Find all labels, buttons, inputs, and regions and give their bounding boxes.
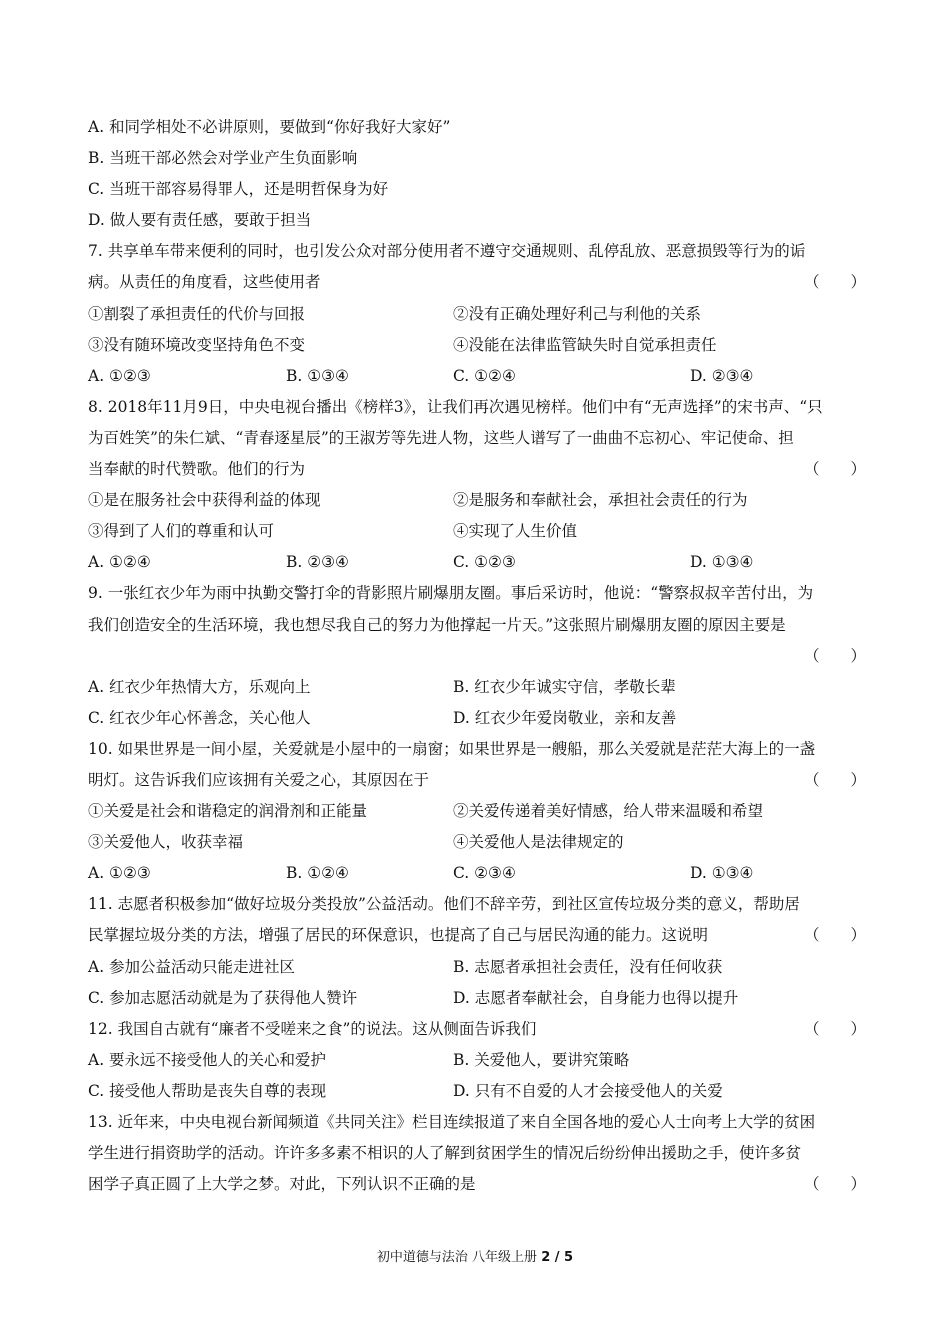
option-item: A. 参加公益活动只能走进社区 xyxy=(88,957,296,976)
text-line xyxy=(88,299,866,330)
text-line: A. 和同学相处不必讲原则，要做到“你好我好大家好” xyxy=(88,118,451,136)
text-line xyxy=(88,952,866,983)
option-item: ①是在服务社会中获得利益的体现 xyxy=(88,491,321,510)
text-line: 我们创造安全的生活环境，我也想尽我自己的努力为他撑起一片天。”这张照片刷爆朋友圈的原因主要是 xyxy=(88,615,786,634)
text-line xyxy=(88,1045,866,1076)
question-text: 当奉献的时代赞歌。他们的行为 xyxy=(88,460,306,479)
text-line xyxy=(88,1014,866,1045)
option-item: ①割裂了承担责任的代价与回报 xyxy=(88,304,306,323)
text-line: 13. 近年来，中央电视台新闻频道《共同关注》栏目连续报道了来自全国各地的爱心人士向考上大学的贫困 xyxy=(88,1113,816,1131)
text-line: C. 当班干部容易得罪人，还是明哲保身为好 xyxy=(88,180,389,199)
option-item: A. 红衣少年热情大方，乐观向上 xyxy=(88,677,311,696)
option-item: C. 红衣少年心怀善念，关心他人 xyxy=(88,708,311,727)
answer-choice: D. ①③④ xyxy=(690,864,754,883)
text-line: 9. 一张红衣少年为雨中执勤交警打伞的背影照片刷爆朋友圈。事后采访时，他说：“警察叔叔辛苦付出，为 xyxy=(88,584,814,603)
question-text: 困学子真正圆了上大学之梦。对此，下列认识不正确的是 xyxy=(88,1175,476,1194)
answer-blank: （ ） xyxy=(803,1019,866,1038)
answer-choice: A. ①②③ xyxy=(88,366,151,385)
option-item: ②是服务和奉献社会，承担社会责任的行为 xyxy=(453,491,748,510)
text-line: 学生进行捐资助学的活动。许许多多素不相识的人了解到贫困学生的情况后纷纷伸出援助之手，使许多贫 xyxy=(88,1144,802,1163)
text-line xyxy=(88,796,866,827)
option-item: C. 参加志愿活动就是为了获得他人赞许 xyxy=(88,988,358,1007)
text-line xyxy=(88,641,866,672)
answer-blank: （ ） xyxy=(803,1175,866,1194)
text-line xyxy=(88,547,866,578)
answer-blank: （ ） xyxy=(803,926,866,945)
text-line: 11. 志愿者积极参加“做好垃圾分类投放”公益活动。他们不辞辛劳，到社区宣传垃圾分类的意义，帮助居 xyxy=(88,895,800,914)
footer-label: 初中道德与法治 八年级上册 xyxy=(376,1250,538,1265)
text-line: 7. 共享单车带来便利的同时，也引发公众对部分使用者不遵守交通规则、乱停乱放、恶意损毁等行为的诟 xyxy=(88,242,806,261)
option-item: ③得到了人们的尊重和认可 xyxy=(88,522,275,541)
text-line xyxy=(88,485,866,516)
answer-choice: B. ①③④ xyxy=(286,366,349,385)
text-line xyxy=(88,827,866,858)
question-text: 民掌握垃圾分类的方法，增强了居民的环保意识，也提高了自己与居民沟通的能力。这说明 xyxy=(88,926,709,945)
option-item: B. 红衣少年诚实守信，孝敬长辈 xyxy=(453,677,676,696)
text-line xyxy=(88,858,866,889)
option-item: ②关爱传递着美好情感，给人带来温暖和希望 xyxy=(453,802,764,821)
text-line xyxy=(88,983,866,1014)
text-line: D. 做人要有责任感，要敢于担当 xyxy=(88,211,312,230)
option-item: B. 关爱他人，要讲究策略 xyxy=(453,1050,630,1069)
option-item: D. 志愿者奉献社会，自身能力也得以提升 xyxy=(453,988,739,1007)
answer-choice: B. ②③④ xyxy=(286,553,349,572)
page-number: 2 / 5 xyxy=(541,1250,574,1265)
answer-choice: D. ②③④ xyxy=(690,366,754,385)
option-item: C. 接受他人帮助是丧失自尊的表现 xyxy=(88,1081,327,1100)
text-line xyxy=(88,516,866,547)
text-line xyxy=(88,765,866,796)
question-text: 明灯。这告诉我们应该拥有关爱之心，其原因在于 xyxy=(88,770,430,789)
answer-choice: A. ①②④ xyxy=(88,553,151,572)
option-item: D. 红衣少年爱岗敬业，亲和友善 xyxy=(453,708,677,727)
option-item: ③没有随环境改变坚持角色不变 xyxy=(88,335,306,354)
text-line xyxy=(88,267,866,298)
text-line: B. 当班干部必然会对学业产生负面影响 xyxy=(88,149,358,168)
answer-choice: D. ①③④ xyxy=(690,553,754,572)
text-line xyxy=(88,330,866,361)
option-item: ④关爱他人是法律规定的 xyxy=(453,833,624,852)
answer-choice: C. ①②④ xyxy=(453,366,516,385)
text-line: 为百姓笑”的朱仁斌、“青春逐星辰”的王淑芳等先进人物，这些人谱写了一曲曲不忘初心、牢记使命、担 xyxy=(88,428,794,447)
text-line xyxy=(88,672,866,703)
option-item: ③关爱他人，收获幸福 xyxy=(88,833,244,852)
option-item: ①关爱是社会和谐稳定的润滑剂和正能量 xyxy=(88,802,368,821)
page-footer xyxy=(0,1246,950,1265)
option-item: ②没有正确处理好利己与利他的关系 xyxy=(453,304,702,323)
answer-blank: （ ） xyxy=(803,646,866,665)
text-line xyxy=(88,454,866,485)
option-item: D. 只有不自爱的人才会接受他人的关爱 xyxy=(453,1081,723,1100)
answer-choice: B. ①②④ xyxy=(286,864,349,883)
answer-blank: （ ） xyxy=(803,460,866,479)
text-line xyxy=(88,361,866,392)
exam-page-content xyxy=(88,112,866,1200)
text-line: 8. 2018年11月9日，中央电视台播出《榜样3》，让我们再次遇见榜样。他们中有“无声选择”的宋书声、“只 xyxy=(88,397,823,416)
answer-blank: （ ） xyxy=(803,770,866,789)
text-line: 10. 如果世界是一间小屋，关爱就是小屋中的一扇窗；如果世界是一艘船，那么关爱就是茫茫大海上的一盏 xyxy=(88,739,816,758)
text-line xyxy=(88,920,866,951)
text-line xyxy=(88,703,866,734)
option-item: A. 要永远不接受他人的关心和爱护 xyxy=(88,1050,327,1069)
answer-choice: C. ①②③ xyxy=(453,553,516,572)
question-text: 病。从责任的角度看，这些使用者 xyxy=(88,273,321,292)
option-item: ④实现了人生价值 xyxy=(453,522,578,541)
text-line xyxy=(88,1169,866,1200)
question-text: 12. 我国自古就有“廉者不受嗟来之食”的说法。这从侧面告诉我们 xyxy=(88,1019,537,1038)
answer-choice: C. ②③④ xyxy=(453,864,516,883)
text-line xyxy=(88,1076,866,1107)
answer-blank: （ ） xyxy=(803,273,866,292)
option-item: ④没能在法律监管缺失时自觉承担责任 xyxy=(453,335,717,354)
answer-choice: A. ①②③ xyxy=(88,864,151,883)
option-item: B. 志愿者承担社会责任，没有任何收获 xyxy=(453,957,723,976)
